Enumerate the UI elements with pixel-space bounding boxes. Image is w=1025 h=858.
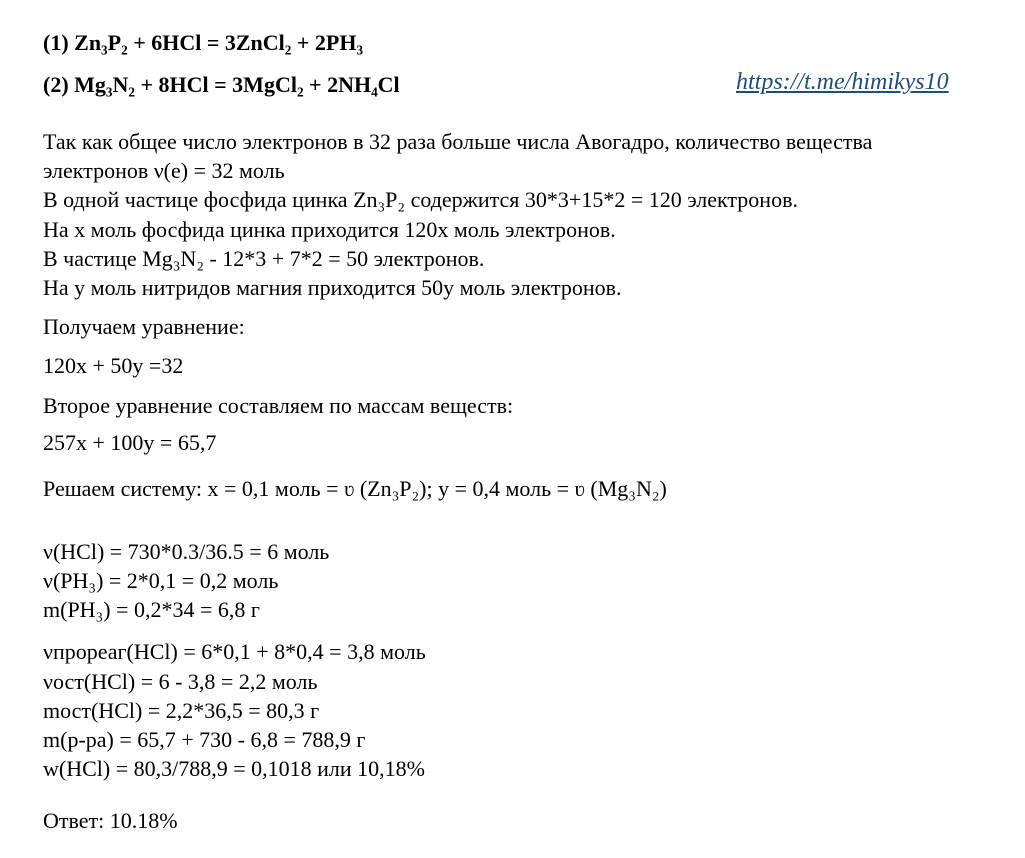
equation-intro: Получаем уравнение: — [43, 314, 245, 339]
calc-line: mост(HCl) = 2,2*36,5 = 80,3 г — [43, 698, 320, 723]
equation-electrons: 120x + 50y =32 — [43, 353, 184, 378]
calc-line: νост(HCl) = 6 - 3,8 = 2,2 моль — [43, 669, 318, 694]
reaction-2: (2) Mg₃N₂ + 8HCl = 3MgCl₂ + 2NH₄Cl — [43, 72, 400, 97]
calc-line: νпрореаг(HCl) = 6*0,1 + 8*0,4 = 3,8 моль — [43, 639, 426, 664]
calc-line: w(HCl) = 80,3/788,9 = 0,1018 или 10,18% — [43, 756, 425, 781]
explanation-line: На х моль фосфида цинка приходится 120х моль электронов. — [43, 217, 616, 242]
equation-mass: 257x + 100y = 65,7 — [43, 430, 217, 455]
explanation-line: В частице Mg₃N₂ - 12*3 + 7*2 = 50 электронов. — [43, 246, 485, 271]
final-answer: Ответ: 10.18% — [43, 808, 178, 833]
calc-line: m(PH₃) = 0,2*34 = 6,8 г — [43, 597, 260, 622]
system-solution: Решаем систему: х = 0,1 моль = ʋ (Zn₃P₂); у = 0,4 моль = ʋ (Mg₃N₂) — [43, 476, 667, 501]
explanation-line: На у моль нитридов магния приходится 50у моль электронов. — [43, 275, 622, 300]
mass-equation-intro: Второе уравнение составляем по массам веществ: — [43, 393, 514, 418]
calc-line: ν(HCl) = 730*0.3/36.5 = 6 моль — [43, 539, 330, 564]
calc-line: ν(PH₃) = 2*0,1 = 0,2 моль — [43, 568, 279, 593]
explanation-line: электронов ν(e) = 32 моль — [43, 158, 285, 183]
calc-line: m(р-ра) = 65,7 + 730 - 6,8 = 788,9 г — [43, 727, 366, 752]
telegram-link[interactable]: https://t.me/himikys10 — [736, 69, 949, 95]
explanation-line: В одной частице фосфида цинка Zn₃P₂ содержится 30*3+15*2 = 120 электронов. — [43, 187, 798, 212]
reaction-1: (1) Zn₃P₂ + 6HCl = 3ZnCl₂ + 2PH₃ — [43, 30, 364, 55]
explanation-line: Так как общее число электронов в 32 раза больше числа Авогадро, количество вещества — [43, 129, 873, 154]
